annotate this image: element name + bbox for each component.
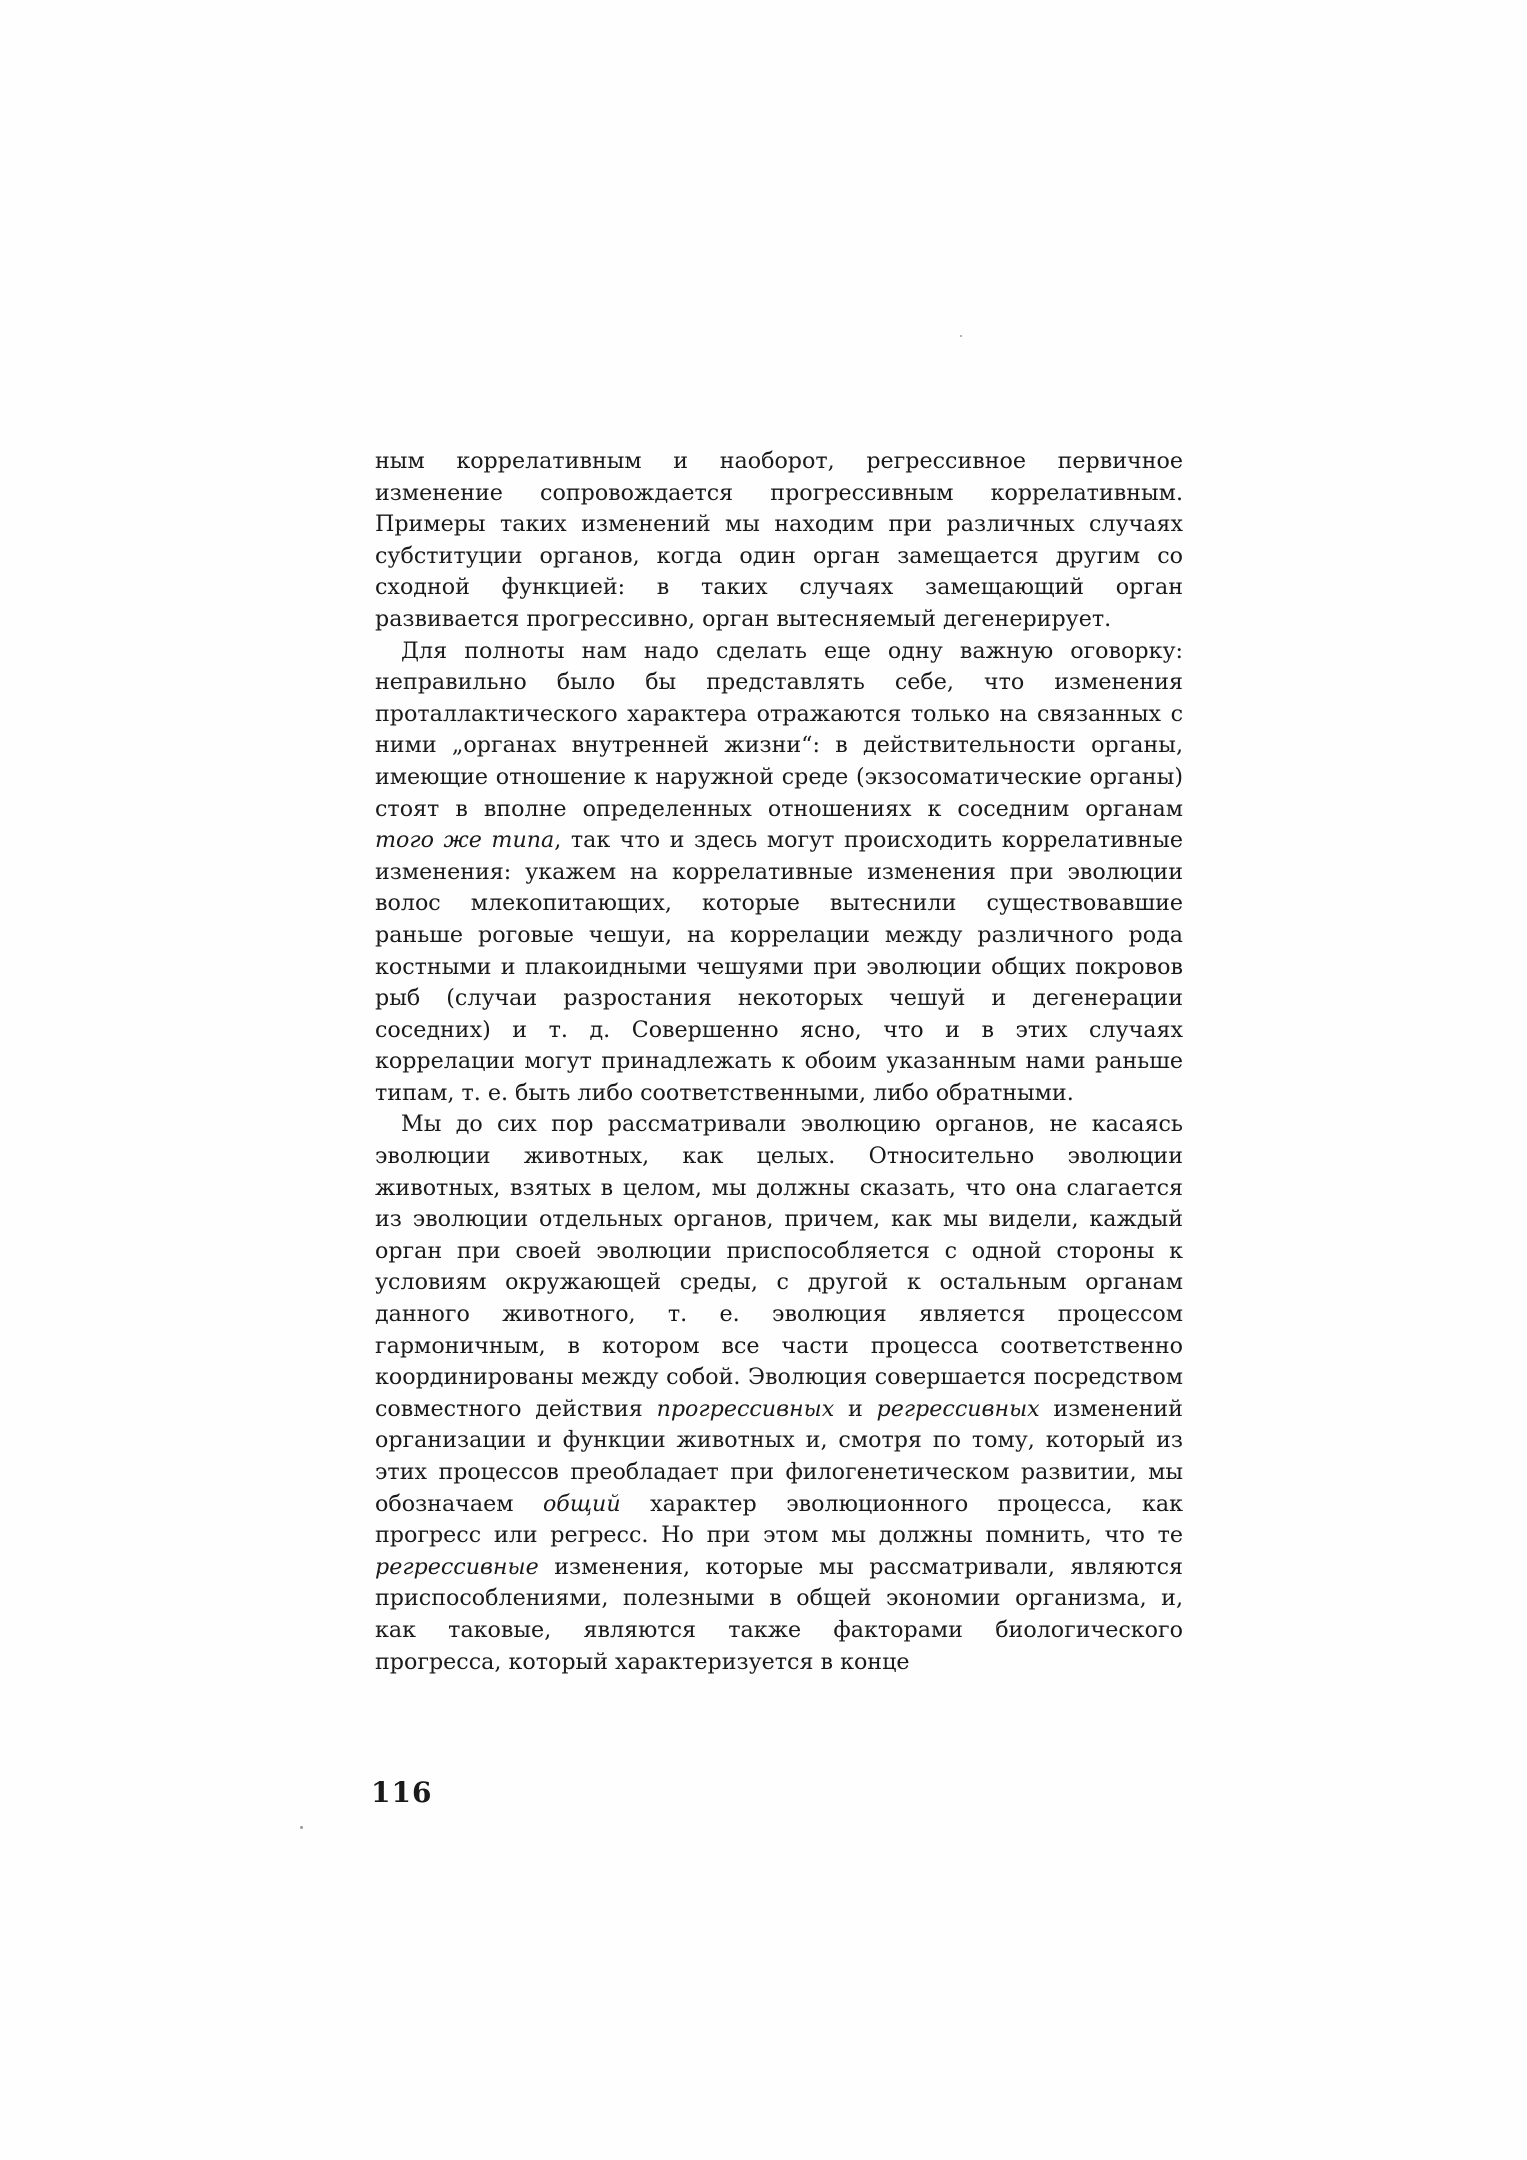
body-text	[375, 446, 1183, 1678]
print-speck	[960, 335, 962, 337]
text-run: Для полноты нам надо сделать еще одну важную оговорку: неправильно было бы представлять себе, что изменения проталлактического характера отражаются только на связанных с ними „органах внутренней жизни“: в действительности органы, имеющие отношение к наружной среде (экзосоматические органы) стоят в вполне определенных отношениях к соседним органам	[375, 637, 1183, 822]
paragraph	[375, 1109, 1183, 1678]
text-run: изменений организации и функции животных и, смотря по тому, который из этих процессов преобладает при филогенетическом развитии, мы обозначаем	[375, 1395, 1183, 1517]
italic-run: регрессивные	[375, 1553, 539, 1580]
italic-run: прогрессивных	[656, 1395, 835, 1422]
page-number: 116	[371, 1776, 433, 1809]
text-run: и	[834, 1395, 877, 1422]
paragraph	[375, 446, 1183, 636]
italic-run: общий	[542, 1490, 621, 1517]
text-run: Мы до сих пор рассматривали эволюцию органов, не касаясь эволюции животных, как целых. Относительно эволюции животных, взятых в целом, мы должны сказать, что она слагается из эволюции отдельных органов, причем, как мы видели, каждый орган при своей эволюции приспособляется с одной стороны к условиям окружающей среды, с другой к остальным органам данного животного, т. е. эволюция является процессом гармоничным, в котором все части процесса соответственно координированы между собой. Эволюция совершается посредством совместного действия	[375, 1111, 1183, 1422]
italic-run: того же типа	[375, 827, 555, 854]
text-run: , так что и здесь могут происходить коррелативные изменения: укажем на коррелативные изменения при эволюции волос млекопитающих, которые вытеснили существовавшие раньше роговые чешуи, на коррелации между различного рода костными и плакоидными чешуями при эволюции общих покровов рыб (случаи разростания некоторых чешуй и дегенерации соседних) и т. д. Совершенно ясно, что и в этих случаях коррелации могут принадлежать к обоим указанным нами раньше типам, т. е. быть либо соответственными, либо обратными.	[375, 827, 1183, 1106]
text-run: ным коррелативным и наоборот, регрессивное первичное изменение сопровождается прогрессивным коррелативным. Примеры таких изменений мы находим при различных случаях субституции органов, когда один орган замещается другим со сходной функцией: в таких случаях замещающий орган развивается прогрессивно, орган вытесняемый дегенерирует.	[375, 448, 1183, 632]
italic-run: регрессивных	[876, 1395, 1040, 1422]
paragraph	[375, 636, 1183, 1110]
text-run: характер эволюционного процесса, как прогресс или регресс. Но при этом мы должны помнить, что те	[375, 1490, 1183, 1549]
text-run: изменения, которые мы рассматривали, являются приспособлениями, полезными в общей экономии организма, и, как таковые, являются также факторами биологического прогресса, который характеризуется в конце	[375, 1553, 1183, 1675]
print-speck	[300, 1826, 303, 1829]
